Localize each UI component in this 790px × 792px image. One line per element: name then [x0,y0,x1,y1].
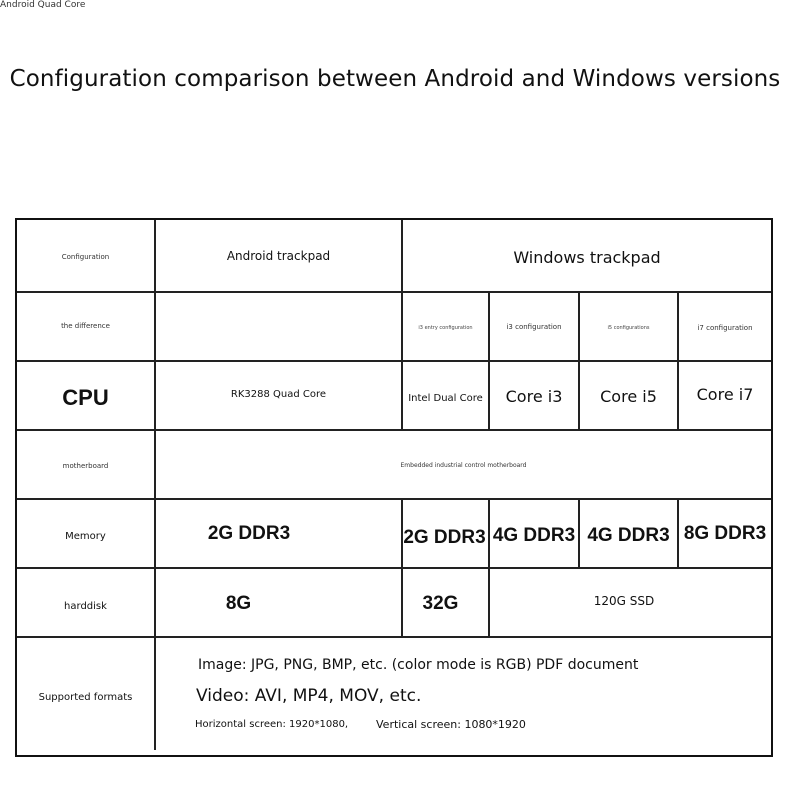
config-label: Configuration [61,252,110,261]
difference-option-1: i3 entry configuration [418,325,473,331]
formats-label: Supported formats [38,691,133,703]
harddisk-label: harddisk [64,600,107,612]
formats-vertical: Vertical screen: 1080*1920 [376,717,526,731]
cpu-option-2: Core i3 [505,386,563,406]
cpu-option-3: Core i5 [600,386,657,406]
cpu-label: CPU [62,385,109,410]
memory-label: Memory [65,530,106,542]
motherboard-label: motherboard [62,461,109,470]
formats-video: Video: AVI, MP4, MOV, etc. [196,686,422,706]
android-header: Android trackpad [226,249,331,263]
cpu-android: RK3288 Quad Core [230,388,327,400]
difference-option-2: i3 configuration [506,323,562,331]
cpu-option-4: Core i7 [696,384,754,404]
memory-android: 2G DDR3 [207,523,291,544]
windows-header: Windows trackpad [513,248,661,267]
memory-option-2: 4G DDR3 [492,525,576,546]
cpu-option-1: Intel Dual Core [408,392,483,404]
formats-image: Image: JPG, PNG, BMP, etc. (color mode is RGB) PDF document [198,657,639,673]
difference-label: the difference [61,322,110,330]
harddisk-windows-other: 120G SSD [593,594,655,608]
difference-option-4: i7 configuration [697,324,753,332]
formats-horizontal: Horizontal screen: 1920*1080, [195,718,349,730]
difference-android: Android Quad Core [0,0,86,10]
page-title: Configuration comparison between Android and Windows versions [9,66,781,92]
memory-option-3: 4G DDR3 [587,525,670,546]
memory-option-1: 2G DDR3 [403,527,486,548]
motherboard-value: Embedded industrial control motherboard [400,462,527,469]
memory-option-4: 8G DDR3 [683,523,767,544]
difference-option-3: i5 configurations [607,325,650,331]
harddisk-windows-low: 32G [422,593,459,614]
harddisk-android: 8G [225,593,252,614]
